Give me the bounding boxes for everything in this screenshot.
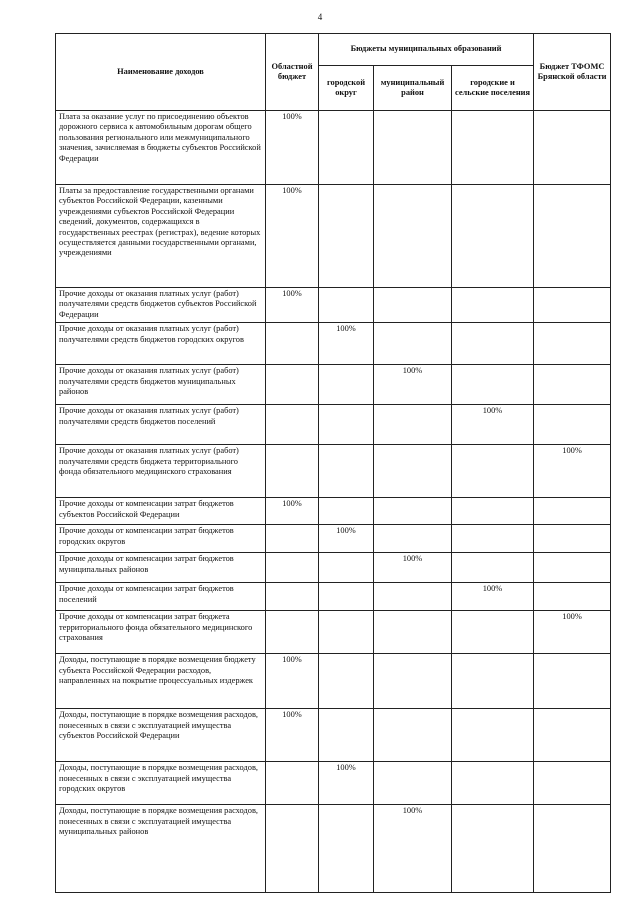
header-municipal-district: муниципальный район <box>374 66 452 111</box>
revenue-name-cell: Доходы, поступающие в порядке возмещения расходов, понесенных в связи с эксплуатацией имущества городских округов <box>56 762 266 805</box>
table-row <box>56 805 611 893</box>
regional-share-cell: 100% <box>266 288 319 323</box>
header-city-district: городской округ <box>319 66 374 111</box>
revenue-name-cell: Плата за оказание услуг по присоединению объектов дорожного сервиса к автомобильным дорогам общего пользования регионального или межмуниципального значения, зачисляемая в бюджеты субъектов Российской Федерации <box>56 111 266 185</box>
municipal-district-share-cell: 100% <box>374 365 452 405</box>
settlements-share-cell <box>452 185 534 288</box>
table-row <box>56 611 611 654</box>
settlements-share-cell <box>452 111 534 185</box>
settlements-share-cell <box>452 525 534 553</box>
revenue-name-cell: Доходы, поступающие в порядке возмещения расходов, понесенных в связи с эксплуатацией имущества субъектов Российской Федерации <box>56 709 266 762</box>
table-row <box>56 654 611 709</box>
table-row <box>56 553 611 583</box>
table-row <box>56 185 611 288</box>
regional-share-cell <box>266 365 319 405</box>
page-number: 4 <box>317 12 323 22</box>
regional-share-cell <box>266 611 319 654</box>
city-district-share-cell <box>319 553 374 583</box>
tfoms-share-cell <box>534 805 611 893</box>
settlements-share-cell <box>452 762 534 805</box>
municipal-district-share-cell <box>374 405 452 445</box>
settlements-share-cell <box>452 709 534 762</box>
tfoms-share-cell <box>534 553 611 583</box>
table-row <box>56 709 611 762</box>
municipal-district-share-cell: 100% <box>374 553 452 583</box>
revenue-name-cell: Прочие доходы от оказания платных услуг (работ) получателями средств бюджетов поселений <box>56 405 266 445</box>
city-district-share-cell <box>319 498 374 525</box>
revenue-name-cell: Прочие доходы от оказания платных услуг (работ) получателями средств бюджета территориального фонда обязательного медицинского страхования <box>56 445 266 498</box>
regional-share-cell <box>266 805 319 893</box>
municipal-district-share-cell <box>374 323 452 365</box>
municipal-district-share-cell <box>374 111 452 185</box>
municipal-district-share-cell <box>374 185 452 288</box>
city-district-share-cell <box>319 365 374 405</box>
settlements-share-cell <box>452 805 534 893</box>
settlements-share-cell <box>452 445 534 498</box>
regional-share-cell: 100% <box>266 111 319 185</box>
settlements-share-cell <box>452 654 534 709</box>
revenue-name-cell: Прочие доходы от компенсации затрат бюджета территориального фонда обязательного медицинского страхования <box>56 611 266 654</box>
municipal-district-share-cell <box>374 762 452 805</box>
tfoms-share-cell <box>534 654 611 709</box>
table-row <box>56 762 611 805</box>
city-district-share-cell: 100% <box>319 525 374 553</box>
tfoms-share-cell <box>534 583 611 611</box>
city-district-share-cell <box>319 805 374 893</box>
municipal-district-share-cell: 100% <box>374 805 452 893</box>
settlements-share-cell <box>452 323 534 365</box>
revenue-distribution-table <box>55 33 611 893</box>
revenue-name-cell: Прочие доходы от компенсации затрат бюджетов субъектов Российской Федерации <box>56 498 266 525</box>
regional-share-cell <box>266 553 319 583</box>
table-row <box>56 405 611 445</box>
regional-share-cell <box>266 525 319 553</box>
table-row <box>56 323 611 365</box>
city-district-share-cell <box>319 654 374 709</box>
city-district-share-cell: 100% <box>319 323 374 365</box>
revenue-name-cell: Доходы, поступающие в порядке возмещения расходов, понесенных в связи с эксплуатацией имущества муниципальных районов <box>56 805 266 893</box>
municipal-district-share-cell <box>374 525 452 553</box>
regional-share-cell: 100% <box>266 709 319 762</box>
regional-share-cell <box>266 445 319 498</box>
tfoms-share-cell: 100% <box>534 611 611 654</box>
tfoms-share-cell <box>534 762 611 805</box>
settlements-share-cell <box>452 611 534 654</box>
tfoms-share-cell <box>534 185 611 288</box>
table-row <box>56 445 611 498</box>
table-row <box>56 111 611 185</box>
tfoms-share-cell <box>534 498 611 525</box>
regional-share-cell <box>266 762 319 805</box>
revenue-name-cell: Прочие доходы от оказания платных услуг (работ) получателями средств бюджетов муниципальных районов <box>56 365 266 405</box>
municipal-district-share-cell <box>374 709 452 762</box>
city-district-share-cell <box>319 185 374 288</box>
table-row <box>56 498 611 525</box>
tfoms-share-cell: 100% <box>534 445 611 498</box>
table-row <box>56 365 611 405</box>
table-row <box>56 288 611 323</box>
city-district-share-cell <box>319 405 374 445</box>
revenue-name-cell: Прочие доходы от компенсации затрат бюджетов муниципальных районов <box>56 553 266 583</box>
tfoms-share-cell <box>534 525 611 553</box>
revenue-name-cell: Платы за предоставление государственными органами субъектов Российской Федерации, казенными учреждениями субъектов Российской Федерации сведений, документов, содержащихся в государственных реестрах (регистрах), ведение которых осуществляется данными государственными органами, учреждениями <box>56 185 266 288</box>
tfoms-share-cell <box>534 288 611 323</box>
header-tfoms-budget: Бюджет ТФОМС Брянской области <box>534 34 611 111</box>
revenue-name-cell: Прочие доходы от оказания платных услуг (работ) получателями средств бюджетов субъектов Российской Федерации <box>56 288 266 323</box>
tfoms-share-cell <box>534 405 611 445</box>
regional-share-cell <box>266 583 319 611</box>
city-district-share-cell <box>319 611 374 654</box>
table-row <box>56 583 611 611</box>
settlements-share-cell <box>452 365 534 405</box>
tfoms-share-cell <box>534 365 611 405</box>
municipal-district-share-cell <box>374 583 452 611</box>
regional-share-cell: 100% <box>266 654 319 709</box>
header-regional-budget: Областной бюджет <box>266 34 319 111</box>
settlements-share-cell <box>452 498 534 525</box>
regional-share-cell <box>266 405 319 445</box>
regional-share-cell: 100% <box>266 498 319 525</box>
tfoms-share-cell <box>534 323 611 365</box>
city-district-share-cell <box>319 445 374 498</box>
city-district-share-cell <box>319 288 374 323</box>
settlements-share-cell: 100% <box>452 583 534 611</box>
regional-share-cell <box>266 323 319 365</box>
tfoms-share-cell <box>534 111 611 185</box>
city-district-share-cell <box>319 709 374 762</box>
table-row <box>56 525 611 553</box>
municipal-district-share-cell <box>374 288 452 323</box>
city-district-share-cell <box>319 111 374 185</box>
city-district-share-cell <box>319 583 374 611</box>
municipal-district-share-cell <box>374 611 452 654</box>
settlements-share-cell <box>452 553 534 583</box>
city-district-share-cell: 100% <box>319 762 374 805</box>
municipal-district-share-cell <box>374 498 452 525</box>
regional-share-cell: 100% <box>266 185 319 288</box>
revenue-name-cell: Прочие доходы от компенсации затрат бюджетов городских округов <box>56 525 266 553</box>
revenue-name-cell: Прочие доходы от компенсации затрат бюджетов поселений <box>56 583 266 611</box>
settlements-share-cell <box>452 288 534 323</box>
municipal-district-share-cell <box>374 654 452 709</box>
settlements-share-cell: 100% <box>452 405 534 445</box>
tfoms-share-cell <box>534 709 611 762</box>
header-municipal-budgets: Бюджеты муниципальных образований <box>319 34 534 66</box>
revenue-name-cell: Доходы, поступающие в порядке возмещения бюджету субъекта Российской Федерации расходов, направленных на покрытие процессуальных издержек <box>56 654 266 709</box>
municipal-district-share-cell <box>374 445 452 498</box>
header-revenue-name: Наименование доходов <box>56 34 266 111</box>
revenue-name-cell: Прочие доходы от оказания платных услуг (работ) получателями средств бюджетов городских округов <box>56 323 266 365</box>
header-settlements: городские и сельские поселения <box>452 66 534 111</box>
